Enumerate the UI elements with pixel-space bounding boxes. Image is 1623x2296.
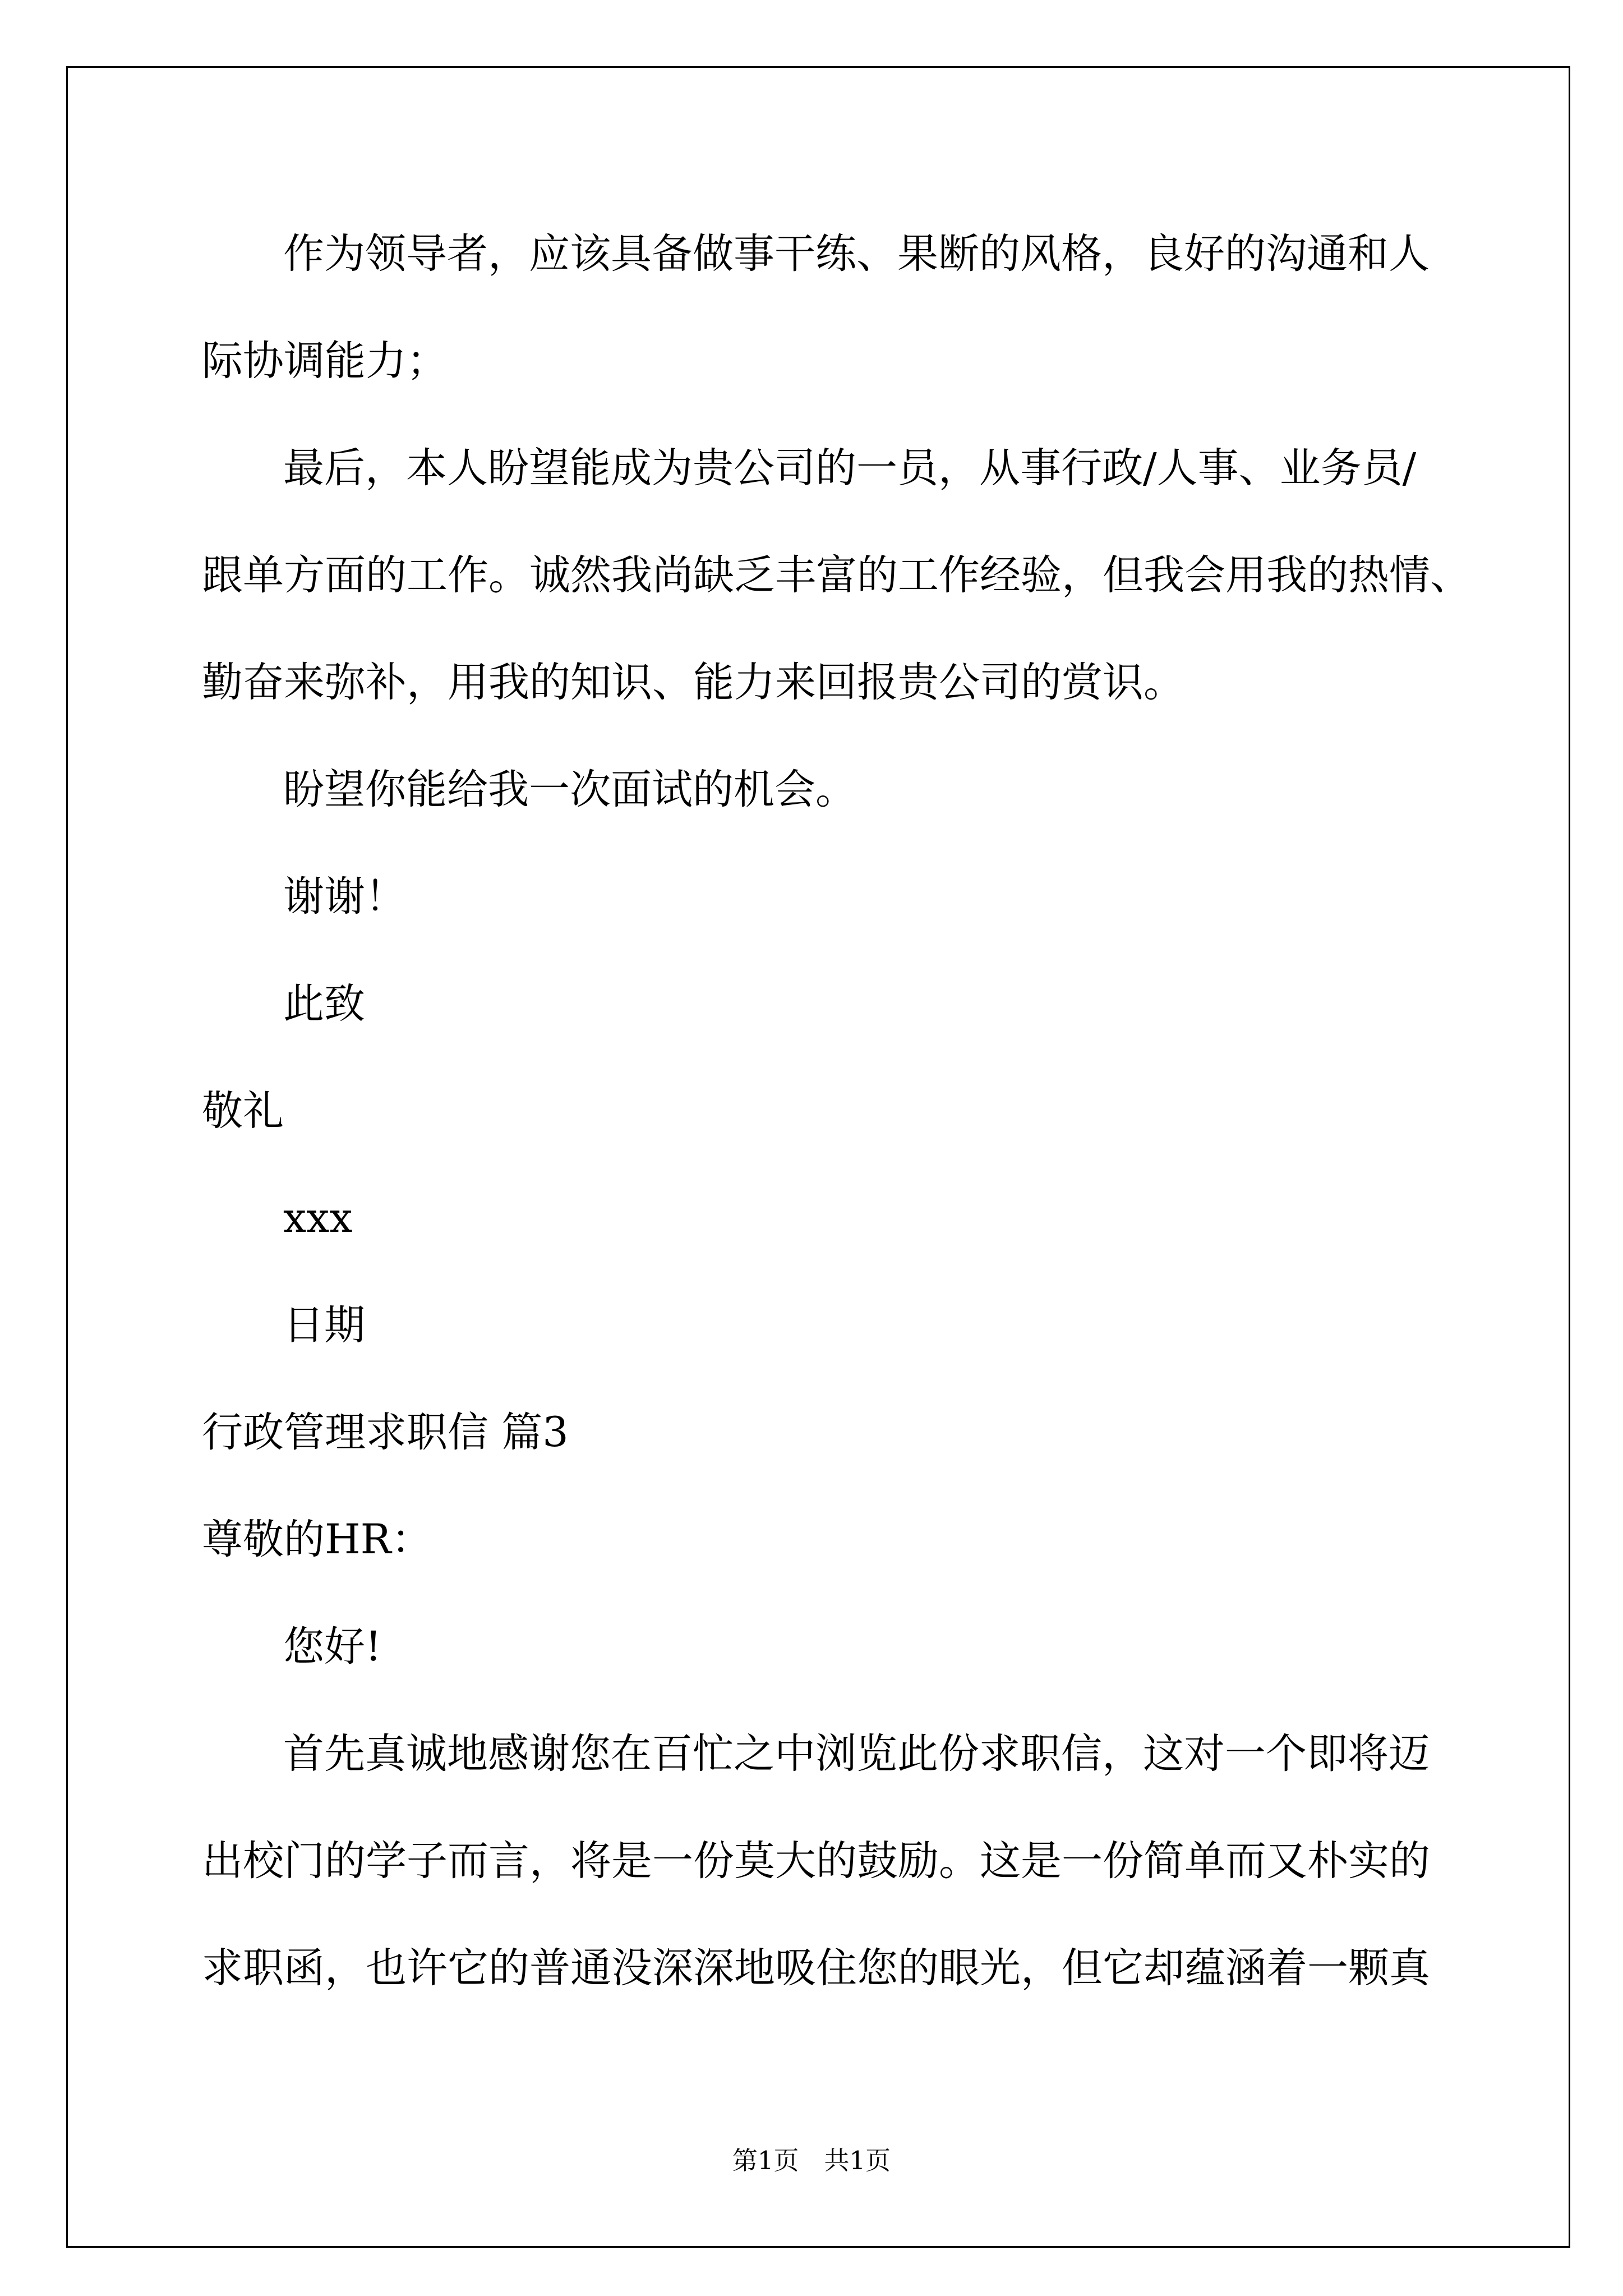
text-line: 最后，本人盼望能成为贵公司的一员，从事行政/人事、业务员/ — [283, 444, 1417, 492]
salutation-closing: 敬礼 — [202, 1087, 284, 1135]
text-line: 作为领导者，应该具备做事干练、果断的风格，良好的沟通和人 — [283, 230, 1430, 278]
signature-date: 日期 — [283, 1301, 365, 1349]
text-line: 际协调能力； — [202, 337, 448, 385]
closing-line: 此致 — [283, 980, 365, 1028]
text-line: 跟单方面的工作。诚然我尚缺乏丰富的工作经验，但我会用我的热情、 — [202, 551, 1471, 599]
page-number: 第1页 — [732, 2146, 799, 2175]
greeting-line: 您好! — [283, 1623, 382, 1671]
document-body — [202, 200, 1548, 2022]
greeting-recipient: 尊敬的HR： — [202, 1516, 432, 1563]
text-line: 首先真诚地感谢您在百忙之中浏览此份求职信，这对一个即将迈 — [283, 1730, 1430, 1778]
signature-name: xxx — [283, 1194, 353, 1242]
text-line: 出校门的学子而言，将是一份莫大的鼓励。这是一份简单而又朴实的 — [202, 1837, 1430, 1885]
page-total: 共1页 — [824, 2146, 891, 2175]
page-footer — [0, 2146, 1623, 2176]
thanks-line: 谢谢！ — [283, 873, 406, 921]
section-heading: 行政管理求职信 篇3 — [202, 1409, 569, 1456]
text-line: 勤奋来弥补，用我的知识、能力来回报贵公司的赏识。 — [202, 659, 1184, 706]
text-line: 盼望你能给我一次面试的机会。 — [283, 766, 856, 813]
text-line: 求职函，也许它的普通没深深地吸住您的眼光，但它却蕴涵着一颗真 — [202, 1944, 1430, 1992]
